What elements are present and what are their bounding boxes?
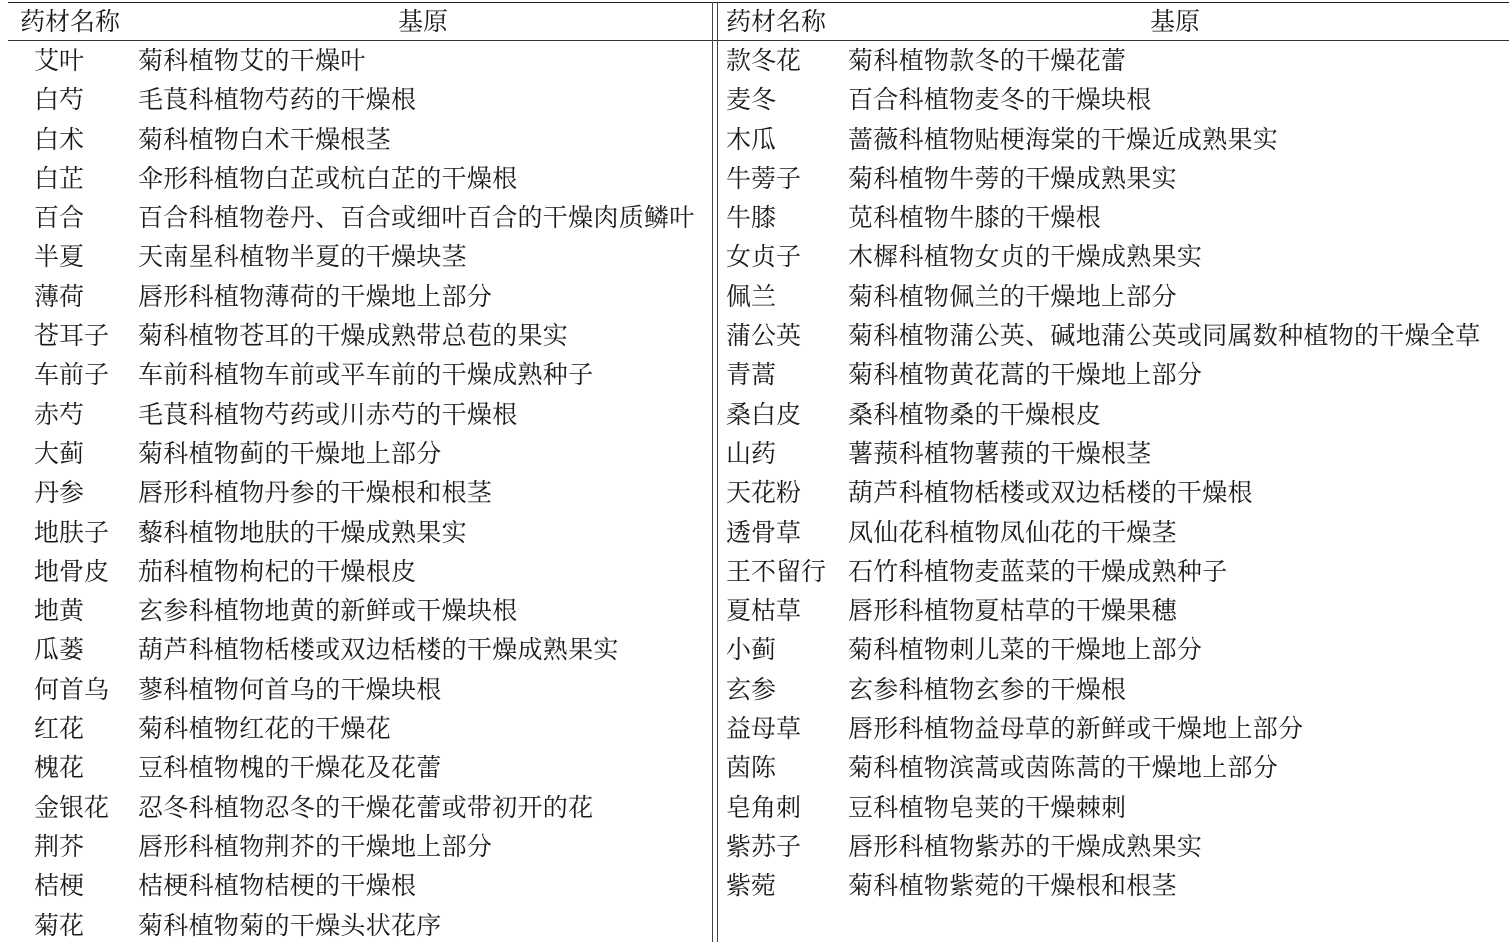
herb-origin: 唇形科植物紫苏的干燥成熟果实 — [848, 831, 1203, 861]
herb-origin: 桔梗科植物桔梗的干燥根 — [138, 871, 417, 901]
herb-name: 半夏 — [34, 242, 85, 272]
herb-name: 牛膝 — [726, 203, 777, 233]
table-row — [0, 906, 712, 945]
herb-name: 白芍 — [34, 85, 85, 115]
table-row — [718, 237, 1509, 276]
herb-name: 玄参 — [726, 674, 777, 704]
table-row — [0, 277, 712, 316]
herb-origin: 菊科植物艾的干燥叶 — [138, 46, 366, 75]
herb-name: 瓜蒌 — [34, 635, 85, 665]
herb-origin: 菊科植物刺儿菜的干燥地上部分 — [848, 635, 1203, 665]
herb-origin: 薯蓣科植物薯蓣的干燥根茎 — [848, 438, 1152, 468]
herb-origin: 苋科植物牛膝的干燥根 — [848, 203, 1102, 233]
herb-name: 夏枯草 — [726, 596, 802, 626]
table-row — [0, 670, 712, 709]
header-origin: 基原 — [398, 7, 449, 36]
herb-name: 地黄 — [34, 596, 85, 626]
herb-name: 麦冬 — [726, 85, 777, 115]
herb-origin: 藜科植物地肤的干燥成熟果实 — [138, 517, 467, 547]
herb-origin: 蓼科植物何首乌的干燥块根 — [138, 674, 442, 704]
herb-name: 木瓜 — [726, 124, 777, 154]
table-row — [0, 80, 712, 119]
herb-origin: 菊科植物滨蒿或茵陈蒿的干燥地上部分 — [848, 753, 1279, 783]
table-row — [718, 80, 1509, 119]
table-row — [0, 237, 712, 276]
herb-name: 桔梗 — [34, 871, 85, 901]
left-rows — [0, 41, 712, 945]
table-row — [0, 866, 712, 905]
table-row — [0, 552, 712, 591]
herb-name: 菊花 — [34, 910, 85, 940]
herb-name: 款冬花 — [726, 46, 802, 75]
herb-origin: 菊科植物苍耳的干燥成熟带总苞的果实 — [138, 321, 569, 351]
table-row — [0, 159, 712, 198]
herb-origin: 蔷薇科植物贴梗海棠的干燥近成熟果实 — [848, 124, 1279, 154]
herb-origin: 菊科植物白术干燥根茎 — [138, 124, 392, 154]
herb-origin: 唇形科植物丹参的干燥根和根茎 — [138, 478, 493, 508]
herb-name: 百合 — [34, 203, 85, 233]
herb-origin: 葫芦科植物栝楼或双边栝楼的干燥成熟果实 — [138, 635, 619, 665]
table-row — [0, 395, 712, 434]
herb-origin: 葫芦科植物栝楼或双边栝楼的干燥根 — [848, 478, 1253, 508]
herb-name: 大蓟 — [34, 438, 85, 468]
table-row — [0, 434, 712, 473]
herb-origin: 菊科植物蒲公英、碱地蒲公英或同属数种植物的干燥全草 — [848, 321, 1481, 351]
herb-origin: 豆科植物槐的干燥花及花蕾 — [138, 753, 442, 783]
herb-name: 苍耳子 — [34, 321, 110, 351]
table-row — [718, 709, 1509, 748]
table-row — [718, 591, 1509, 630]
table-row — [0, 316, 712, 355]
herb-origin: 菊科植物菊的干燥头状花序 — [138, 910, 442, 940]
table-row — [718, 434, 1509, 473]
table-top-rule — [8, 2, 1509, 3]
table-row — [718, 630, 1509, 669]
herb-origin: 车前科植物车前或平车前的干燥成熟种子 — [138, 360, 594, 390]
herb-name: 地骨皮 — [34, 556, 110, 586]
herb-name: 赤芍 — [34, 399, 85, 429]
herb-name: 天花粉 — [726, 478, 802, 508]
herb-origin: 凤仙花科植物凤仙花的干燥茎 — [848, 517, 1177, 547]
herb-name: 地肤子 — [34, 517, 110, 547]
herb-origin: 木樨科植物女贞的干燥成熟果实 — [848, 242, 1203, 272]
herb-origin: 桑科植物桑的干燥根皮 — [848, 399, 1102, 429]
table-row — [718, 866, 1509, 905]
herb-name: 青蒿 — [726, 360, 777, 390]
table-row — [0, 788, 712, 827]
herb-origin: 百合科植物麦冬的干燥块根 — [848, 85, 1152, 115]
header-origin: 基原 — [1150, 7, 1201, 36]
table-row — [718, 670, 1509, 709]
table-row — [0, 591, 712, 630]
table-row — [718, 120, 1509, 159]
herb-origin: 玄参科植物地黄的新鲜或干燥块根 — [138, 596, 518, 626]
table-row — [718, 827, 1509, 866]
herb-name: 金银花 — [34, 792, 110, 822]
herb-origin: 毛茛科植物芍药的干燥根 — [138, 85, 417, 115]
herb-origin: 毛茛科植物芍药或川赤芍的干燥根 — [138, 399, 518, 429]
herb-origin: 伞形科植物白芷或杭白芷的干燥根 — [138, 163, 518, 193]
herb-name: 车前子 — [34, 360, 110, 390]
table-row — [0, 513, 712, 552]
herb-origin: 玄参科植物玄参的干燥根 — [848, 674, 1127, 704]
herb-origin: 茄科植物枸杞的干燥根皮 — [138, 556, 417, 586]
column-divider-left — [712, 2, 713, 942]
herb-origin: 菊科植物款冬的干燥花蕾 — [848, 46, 1127, 75]
header-herb-name: 药材名称 — [20, 7, 121, 36]
herb-name: 紫菀 — [726, 871, 777, 901]
table-row — [718, 277, 1509, 316]
herb-origin: 菊科植物佩兰的干燥地上部分 — [848, 281, 1177, 311]
herb-origin: 菊科植物牛蒡的干燥成熟果实 — [848, 163, 1177, 193]
herb-origin: 豆科植物皂荚的干燥棘刺 — [848, 792, 1127, 822]
herb-name: 白芷 — [34, 163, 85, 193]
herb-origin: 忍冬科植物忍冬的干燥花蕾或带初开的花 — [138, 792, 594, 822]
table-row — [0, 827, 712, 866]
herb-origin: 唇形科植物益母草的新鲜或干燥地上部分 — [848, 714, 1304, 744]
table-row — [718, 198, 1509, 237]
herb-name: 白术 — [34, 124, 85, 154]
table-row — [0, 630, 712, 669]
herb-name: 蒲公英 — [726, 321, 802, 351]
table-row — [0, 748, 712, 787]
table-row — [718, 41, 1509, 80]
herb-name: 佩兰 — [726, 281, 777, 311]
header-herb-name: 药材名称 — [726, 7, 827, 36]
herb-origin: 菊科植物红花的干燥花 — [138, 714, 392, 744]
table-row — [0, 198, 712, 237]
herb-origin: 菊科植物紫菀的干燥根和根茎 — [848, 871, 1177, 901]
table-row — [0, 355, 712, 394]
herb-name: 艾叶 — [34, 46, 85, 75]
herb-name: 槐花 — [34, 753, 85, 783]
herb-name: 女贞子 — [726, 242, 802, 272]
table-row — [0, 120, 712, 159]
herb-origin: 唇形科植物荆芥的干燥地上部分 — [138, 831, 493, 861]
herb-origin: 石竹科植物麦蓝菜的干燥成熟种子 — [848, 556, 1228, 586]
herb-name: 牛蒡子 — [726, 163, 802, 193]
herb-name: 茵陈 — [726, 753, 777, 783]
herb-origin: 百合科植物卷丹、百合或细叶百合的干燥肉质鳞叶 — [138, 203, 695, 233]
herb-origin: 唇形科植物夏枯草的干燥果穗 — [848, 596, 1177, 626]
herb-name: 荆芥 — [34, 831, 85, 861]
table-row — [718, 788, 1509, 827]
herb-name: 红花 — [34, 714, 85, 744]
table-row — [718, 316, 1509, 355]
herb-name: 山药 — [726, 438, 777, 468]
table-row — [718, 552, 1509, 591]
herb-name: 王不留行 — [726, 556, 827, 586]
table-row — [718, 159, 1509, 198]
herb-name: 益母草 — [726, 714, 802, 744]
herb-name: 小蓟 — [726, 635, 777, 665]
table-row — [718, 473, 1509, 512]
table-row — [718, 748, 1509, 787]
herb-origin: 天南星科植物半夏的干燥块茎 — [138, 242, 467, 272]
herb-name: 透骨草 — [726, 517, 802, 547]
herb-name: 紫苏子 — [726, 831, 802, 861]
herb-name: 薄荷 — [34, 281, 85, 311]
herb-name: 丹参 — [34, 478, 85, 508]
herb-origin: 菊科植物蓟的干燥地上部分 — [138, 438, 442, 468]
table-row — [718, 355, 1509, 394]
table-row — [718, 513, 1509, 552]
herb-name: 桑白皮 — [726, 399, 802, 429]
table-row — [0, 473, 712, 512]
herb-origin: 菊科植物黄花蒿的干燥地上部分 — [848, 360, 1203, 390]
right-rows — [718, 41, 1509, 906]
herb-name: 皂角刺 — [726, 792, 802, 822]
table-row — [718, 395, 1509, 434]
table-row — [0, 709, 712, 748]
herb-name: 何首乌 — [34, 674, 110, 704]
table-row — [0, 41, 712, 80]
herb-origin: 唇形科植物薄荷的干燥地上部分 — [138, 281, 493, 311]
